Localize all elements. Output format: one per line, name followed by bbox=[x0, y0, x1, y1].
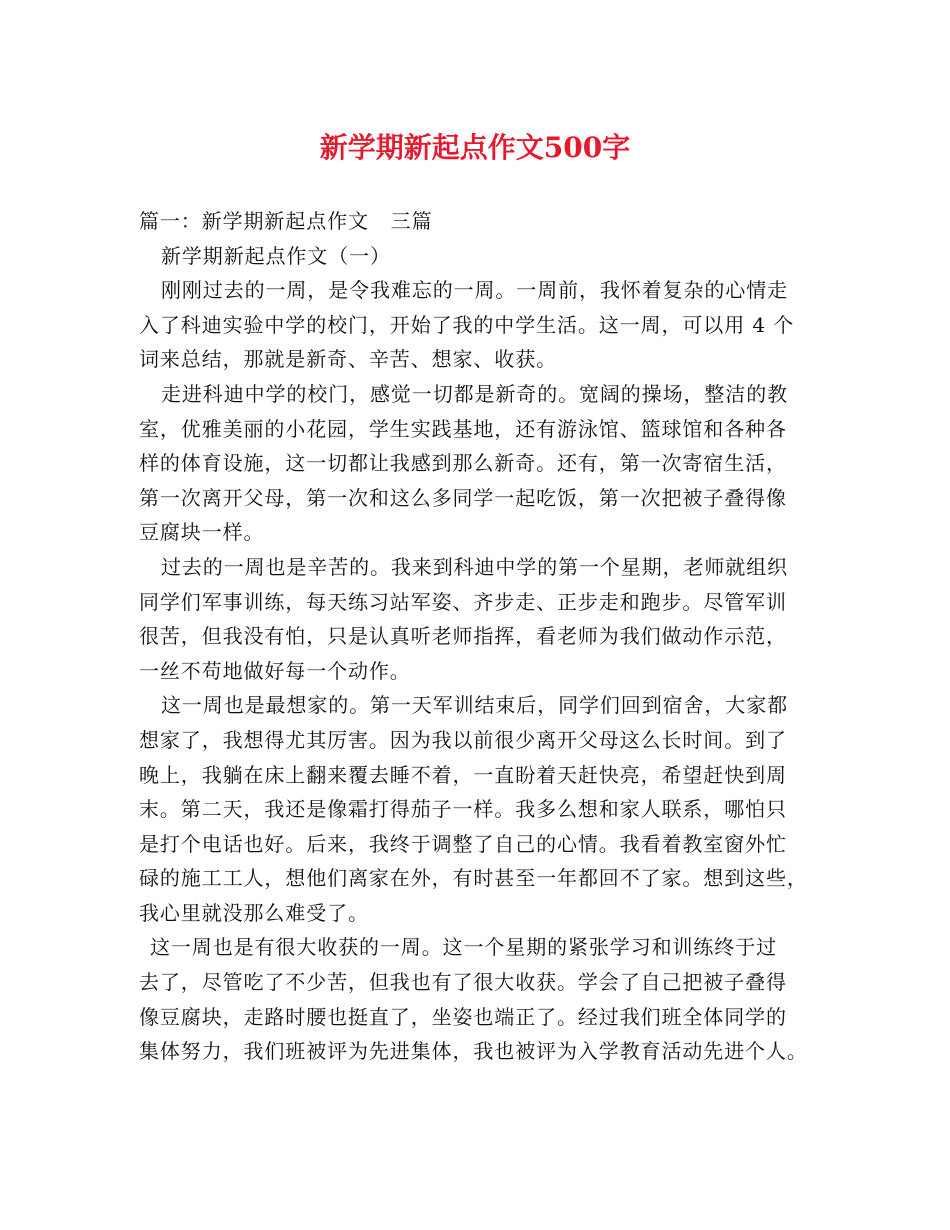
text-line: 词来总结，那就是新奇、辛苦、想家、收获。 bbox=[139, 347, 557, 372]
text-line: 这一周也是最想家的。第一天军训结束后，同学们回到宿舍，大家都 bbox=[161, 693, 788, 718]
text-line: 末。第二天，我还是像霜打得茄子一样。我多么想和家人联系，哪怕只 bbox=[139, 797, 787, 822]
text-line: 一丝不苟地做好每一个动作。 bbox=[139, 658, 411, 683]
text-line: 晚上，我躺在床上翻来覆去睡不着，一直盼着天赶快亮，希望赶快到周 bbox=[139, 762, 787, 787]
text-line: 这一周也是有很大收获的一周。这一个星期的紧张学习和训练终于过 bbox=[150, 935, 777, 960]
text-line: 集体努力，我们班被评为先进集体，我也被评为入学教育活动先进个人。 bbox=[139, 1039, 808, 1064]
document-title: 新学期新起点作文500字 bbox=[319, 131, 631, 164]
text-line: 样的体育设施，这一切都让我感到那么新奇。还有，第一次寄宿生活， bbox=[139, 451, 787, 476]
text-line: 去了，尽管吃了不少苦，但我也有了很大收获。学会了自己把被子叠得 bbox=[139, 970, 787, 995]
text-line: 第一次离开父母，第一次和这么多同学一起吃饭，第一次把被子叠得像 bbox=[139, 485, 787, 510]
text-line: 是打个电话也好。后来，我终于调整了自己的心情。我看着教室窗外忙 bbox=[139, 831, 787, 856]
text-line: 过去的一周也是辛苦的。我来到科迪中学的第一个星期，老师就组织 bbox=[161, 554, 788, 579]
document-body bbox=[139, 204, 829, 1069]
text-line: 豆腐块一样。 bbox=[139, 520, 265, 545]
text-line: 室，优雅美丽的小花园，学生实践基地，还有游泳馆、篮球馆和各种各 bbox=[139, 416, 787, 441]
text-line: 同学们军事训练，每天练习站军姿、齐步走、正步走和跑步。尽管军训 bbox=[139, 589, 787, 614]
text-line: 我心里就没那么难受了。 bbox=[139, 900, 369, 925]
text-line: 刚刚过去的一周，是令我难忘的一周。一周前，我怀着复杂的心情走 bbox=[161, 278, 788, 303]
text-line: 篇一：新学期新起点作文 三篇 bbox=[139, 209, 433, 233]
text-line: 很苦，但我没有怕，只是认真听老师指挥，看老师为我们做动作示范， bbox=[139, 624, 787, 649]
text-line: 像豆腐块，走路时腰也挺直了，坐姿也端正了。经过我们班全体同学的 bbox=[139, 1004, 787, 1029]
text-line: 碌的施工工人，想他们离家在外，有时甚至一年都回不了家。想到这些， bbox=[139, 866, 808, 891]
text-line: 入了科迪实验中学的校门，开始了我的中学生活。这一周，可以用 4 个 bbox=[139, 312, 795, 337]
text-line: 走进科迪中学的校门，感觉一切都是新奇的。宽阔的操场，整洁的教 bbox=[161, 381, 788, 406]
text-line: 新学期新起点作文（一） bbox=[161, 243, 391, 268]
text-line: 想家了，我想得尤其厉害。因为我以前很少离开父母这么长时间。到了 bbox=[139, 727, 787, 752]
